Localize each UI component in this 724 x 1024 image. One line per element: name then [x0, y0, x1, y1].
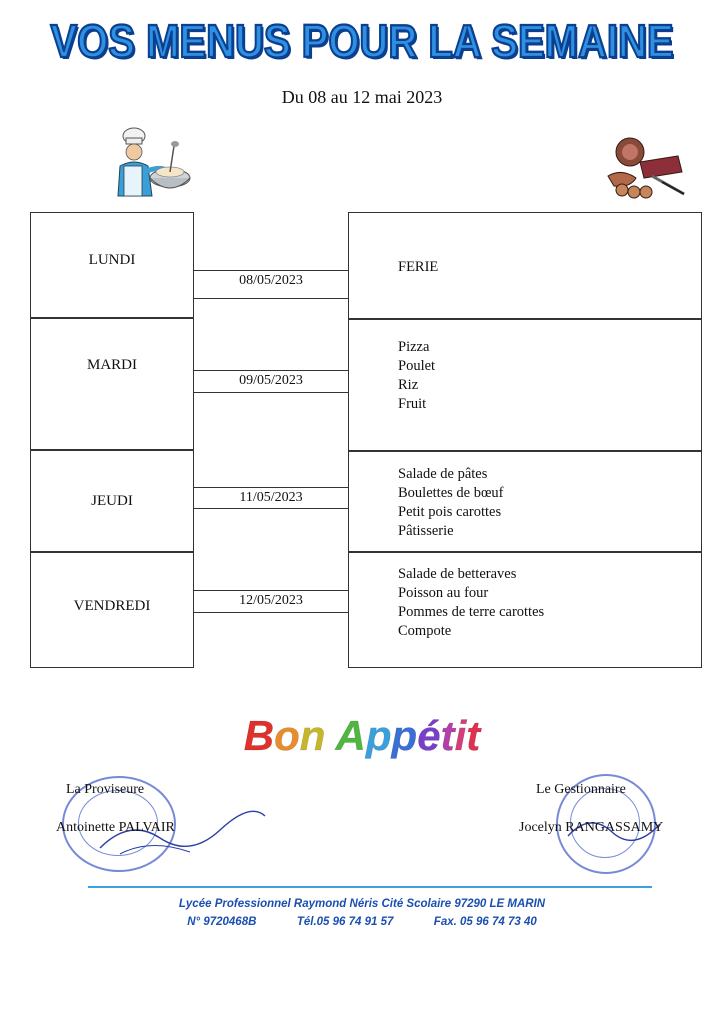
connector-line [194, 590, 348, 591]
day-panel-mardi [30, 318, 194, 450]
day-date: 09/05/2023 [239, 373, 303, 388]
bon-appetit-letter: p [365, 712, 392, 759]
menu-list-jeudi [398, 465, 504, 541]
footer-contacts [0, 916, 724, 928]
footer-rule [88, 886, 652, 888]
bon-appetit-letter: o [274, 712, 300, 759]
day-label: MARDI [86, 357, 137, 373]
bon-appetit-letter: t [466, 712, 481, 759]
bon-appetit-letter: é [417, 712, 441, 759]
bon-appetit-letter: B [243, 712, 275, 759]
menu-list-vendredi [398, 565, 544, 641]
footer-school-code: N° 9720468B [187, 916, 257, 928]
page-title: VOS MENUS POUR LA SEMAINE [50, 16, 674, 68]
bon-appetit-letter: p [391, 712, 418, 759]
bon-appetit-heading [0, 712, 724, 760]
menu-item: Poisson au four [398, 585, 489, 601]
bon-appetit-letter: n [299, 712, 326, 759]
connector-line [194, 370, 348, 371]
menu-item: Pizza [398, 339, 430, 355]
menu-item: Boulettes de bœuf [398, 485, 504, 501]
menu-list-lundi [398, 258, 438, 277]
connector-line [194, 508, 348, 509]
right-signature-name: Jocelyn RANGASSAMY [519, 820, 664, 835]
menu-item: Pommes de terre carottes [398, 604, 545, 620]
connector-line [194, 270, 348, 271]
menu-item: Poulet [398, 358, 436, 374]
menu-list-mardi [398, 338, 435, 414]
bon-appetit-letter: t [440, 712, 455, 759]
day-label: LUNDI [88, 252, 136, 268]
menu-item: Salade de betteraves [398, 566, 517, 582]
day-label: JEUDI [91, 493, 133, 509]
bon-appetit-letter [325, 712, 335, 759]
menu-item: Pâtisserie [398, 523, 454, 539]
bon-appetit-letter: i [454, 712, 467, 759]
charcuterie-clipart [600, 132, 690, 202]
left-signature-name: Antoinette PALVAIR [56, 820, 175, 835]
menu-item: Salade de pâtes [398, 466, 488, 482]
week-dates: Du 08 au 12 mai 2023 [281, 87, 443, 107]
footer-fax: Fax. 05 96 74 73 40 [433, 916, 537, 928]
right-signature-title: Le Gestionnaire [536, 782, 626, 797]
menu-item: Riz [398, 377, 419, 393]
day-label: VENDREDI [73, 598, 151, 614]
left-signature-title: La Proviseure [66, 782, 145, 797]
bon-appetit-letter: A [335, 712, 366, 759]
connector-line [194, 612, 348, 613]
day-date: 08/05/2023 [239, 273, 303, 288]
menu-item: Petit pois carottes [398, 504, 502, 520]
menu-item: Compote [398, 623, 452, 639]
footer-address: Lycée Professionnel Raymond Néris Cité Scolaire 97290 LE MARIN [178, 898, 546, 910]
chef-clipart [104, 126, 196, 198]
day-date: 12/05/2023 [239, 593, 303, 608]
connector-line [194, 298, 348, 299]
left-signature-scribble [90, 808, 270, 868]
connector-line [194, 392, 348, 393]
menu-item: FERIE [398, 259, 439, 275]
connector-line [194, 487, 348, 488]
menu-item: Fruit [398, 396, 427, 412]
day-date: 11/05/2023 [239, 490, 303, 505]
footer-phone: Tél.05 96 74 91 57 [296, 916, 394, 928]
